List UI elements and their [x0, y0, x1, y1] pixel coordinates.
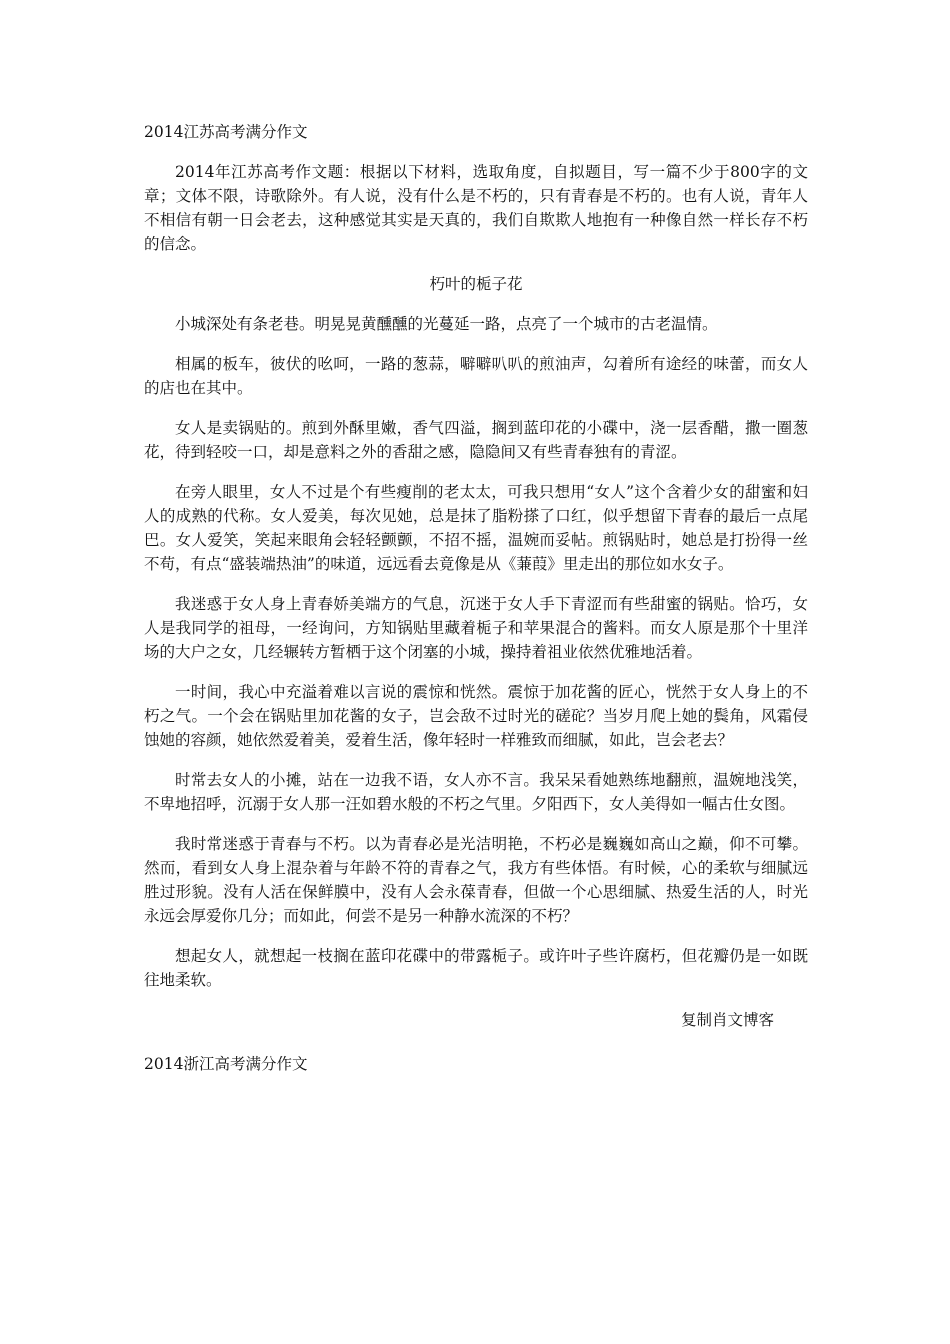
exam-prompt-paragraph: 2014年江苏高考作文题：根据以下材料，选取角度，自拟题目，写一篇不少于800字的文章；文体不限，诗歌除外。有人说，没有什么是不朽的，只有青春是不朽的。也有人说，青年人不相信有朝一日会老去，这种感觉其实是天真的，我们自欺欺人地抱有一种像自然一样长存不朽的信念。: [144, 163, 808, 253]
essay-paragraph-2: 相属的板车，彼伏的吆呵，一路的葱蒜，噼噼叭叭的煎油声，勾着所有途经的味蕾，而女人的店也在其中。: [144, 355, 808, 397]
essay-paragraph-6: 一时间，我心中充溢着难以言说的震惊和恍然。震惊于加花酱的匠心，恍然于女人身上的不朽之气。一个会在锅贴里加花酱的女子，岂会敌不过时光的磋砣？当岁月爬上她的鬓角，风霜侵蚀她的容颜，她依然爱着美，爱着生活，像年轻时一样雅致而细腻，如此，岂会老去？: [144, 683, 808, 749]
section-heading-zhejiang: 2014浙江高考满分作文: [144, 1055, 308, 1073]
essay-paragraph-3: 女人是卖锅贴的。煎到外酥里嫩，香气四溢，搁到蓝印花的小碟中，浇一层香醋，撒一圈葱花，待到轻咬一口，却是意料之外的香甜之感，隐隐间又有些青春独有的青涩。: [144, 419, 808, 461]
essay-paragraph-9: 想起女人，就想起一枝搁在蓝印花碟中的带露栀子。或许叶子些许腐朽，但花瓣仍是一如既往地柔软。: [144, 947, 808, 989]
signature-line: 复制肖文博客: [680, 1011, 774, 1029]
section-heading-jiangsu: 2014江苏高考满分作文: [144, 123, 308, 141]
essay-paragraph-7: 时常去女人的小摊，站在一边我不语，女人亦不言。我呆呆看她熟练地翻煎，温婉地浅笑，不卑地招呼，沉溺于女人那一汪如碧水般的不朽之气里。夕阳西下，女人美得如一幅古仕女图。: [144, 771, 808, 813]
essay-paragraph-5: 我迷惑于女人身上青春娇美端方的气息，沉迷于女人手下青涩而有些甜蜜的锅贴。恰巧，女人是我同学的祖母，一经询问，方知锅贴里藏着栀子和苹果混合的酱料。而女人原是那个十里洋场的大户之女，几经辗转方暂栖于这个闭塞的小城，操持着祖业依然优雅地活着。: [144, 595, 808, 661]
essay-paragraph-1: 小城深处有条老巷。明晃晃黄醺醺的光蔓延一路，点亮了一个城市的古老温情。: [175, 315, 718, 333]
document-content: [144, 120, 808, 1076]
essay-paragraph-4: 在旁人眼里，女人不过是个有些瘦削的老太太，可我只想用“女人”这个含着少女的甜蜜和妇人的成熟的代称。女人爱美，每次见她，总是抹了脂粉搽了口红，似乎想留下青春的最后一点尾巴。女人爱笑，笑起来眼角会轻轻颤颤，不招不摇，温婉而妥帖。煎锅贴时，她总是打扮得一丝不苟，有点“盛装端热油”的味道，远远看去竟像是从《蒹葭》里走出的那位如水女子。: [144, 483, 808, 573]
essay-paragraph-8: 我时常迷惑于青春与不朽。以为青春必是光洁明艳，不朽必是巍巍如高山之巅，仰不可攀。然而，看到女人身上混杂着与年龄不符的青春之气，我方有些体悟。有时候，心的柔软与细腻远胜过形貌。没有人活在保鲜膜中，没有人会永葆青春，但做一个心思细腻、热爱生活的人，时光永远会厚爱你几分；而如此，何尝不是另一种静水流深的不朽？: [144, 835, 808, 925]
essay-title: 朽叶的栀子花: [429, 275, 523, 293]
